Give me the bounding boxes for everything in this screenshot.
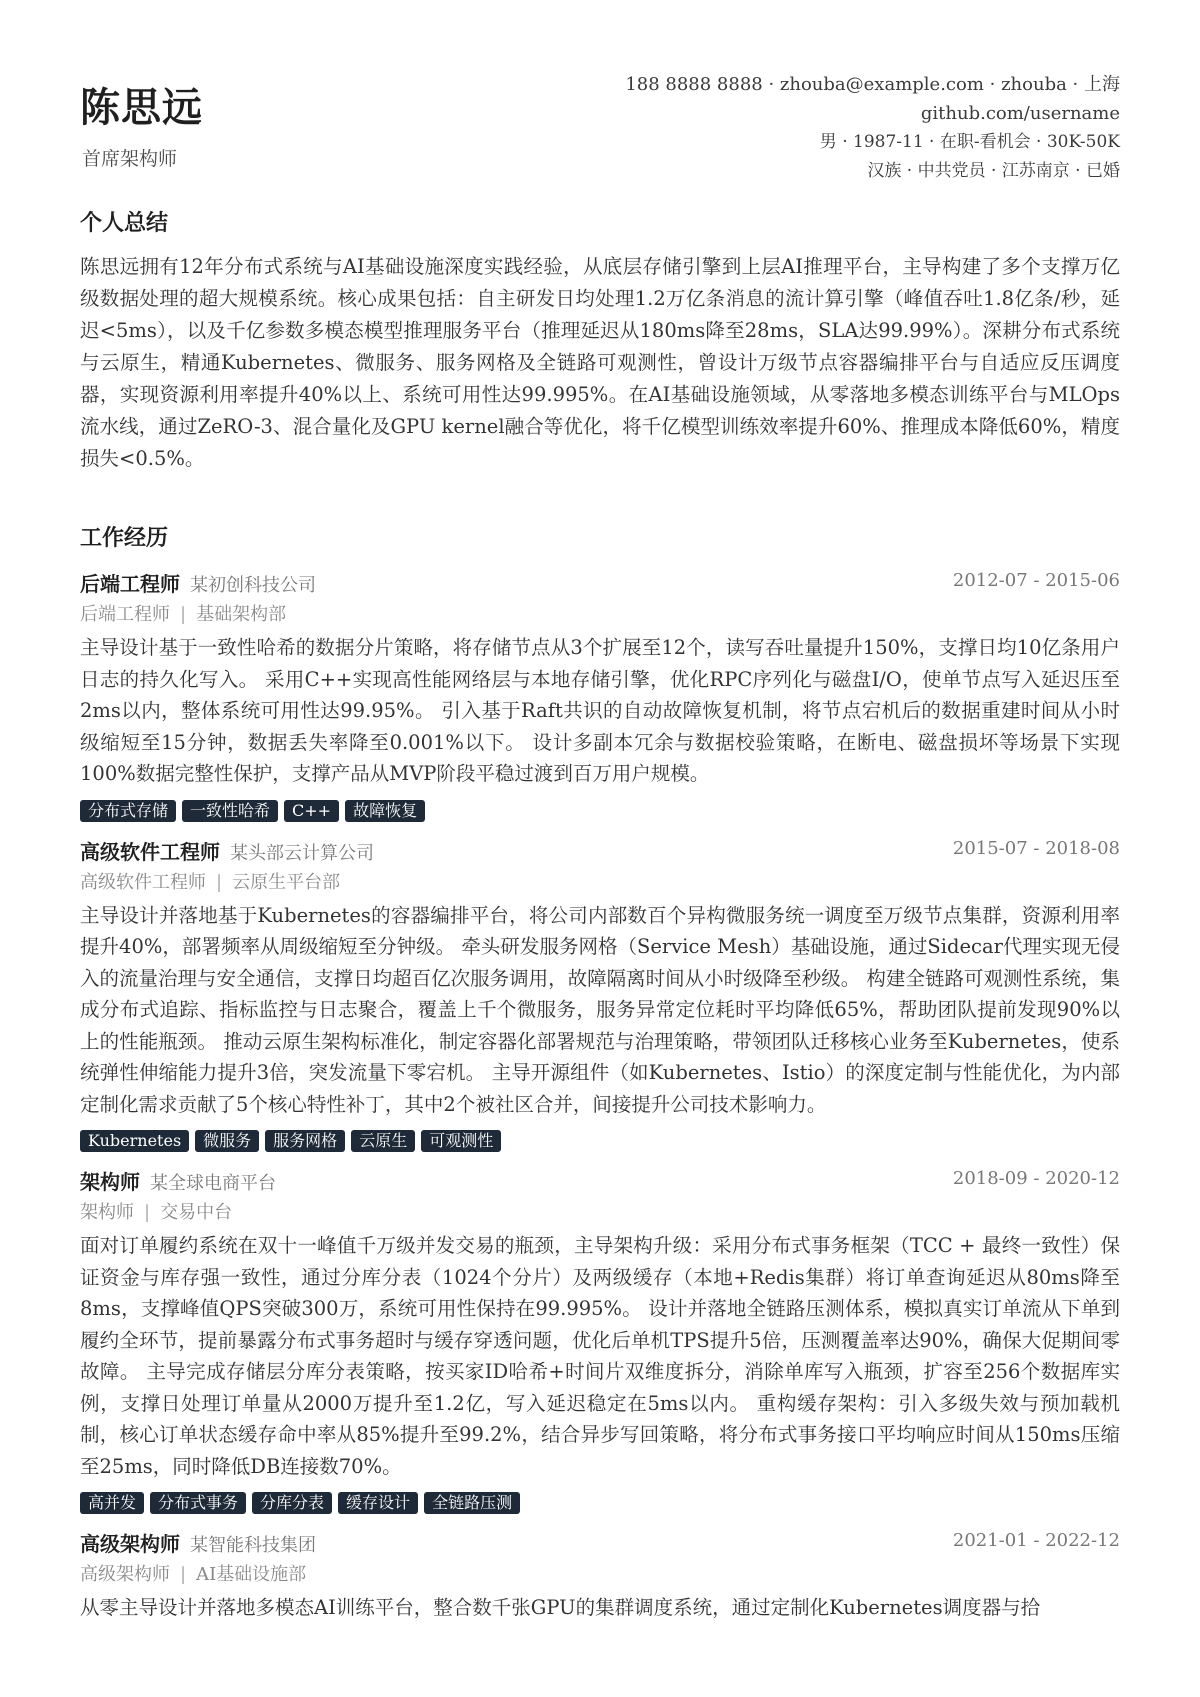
skill-tag: 微服务 — [195, 1130, 259, 1152]
job-title: 架构师 — [80, 1170, 140, 1194]
job-entry — [80, 1528, 1120, 1619]
skill-tag: Kubernetes — [80, 1130, 189, 1152]
job-date: 2021-01 - 2022-12 — [952, 1530, 1120, 1551]
job-department: 交易中台 — [160, 1202, 233, 1223]
skill-tag: 可观测性 — [421, 1130, 501, 1152]
job-description: 主导设计基于一致性哈希的数据分片策略，将存储节点从3个扩展至12个，读写吞吐量提升150%，支撑日均10亿条用户日志的持久化写入。 采用C++实现高性能网络层与本地存储引擎，优化RPC序列化与磁盘I/O，使单节点写入延迟压至2ms以内，整体系统可用性达99.95%。 引入基于Raft共识的自动故障恢复机制，将节点宕机后的数据重建时间从小时级缩短至15分钟，数据丢失率降至0.001%以下。 设计多副本冗余与数据校验策略，在断电、磁盘损坏等场景下实现100%数据完整性保护，支撑产品从MVP阶段平稳过渡到百万用户规模。 — [80, 636, 1120, 785]
skill-tag: 服务网格 — [265, 1130, 345, 1152]
job-tags — [80, 800, 1120, 822]
skill-tag: 全链路压测 — [424, 1492, 520, 1514]
job-company: 某初创科技公司 — [190, 575, 316, 596]
job-description: 面对订单履约系统在双十一峰值千万级并发交易的瓶颈，主导架构升级：采用分布式事务框架（TCC + 最终一致性）保证资金与库存强一致性，通过分库分表（1024个分片）及两级缓存（本地+Redis集群）将订单查询延迟从80ms降至8ms，支撑峰值QPS突破300万，系统可用性保持在99.995%。 设计并落地全链路压测体系，模拟真实订单流从下单到履约全环节，提前暴露分布式事务超时与缓存穿透问题，优化后单机TPS提升5倍，压测覆盖率达90%，确保大促期间零故障。 主导完成存储层分库分表策略，按买家ID哈希+时间片双维度拆分，消除单库写入瓶颈，扩容至256个数据库实例，支撑日处理订单量从2000万提升至1.2亿，写入延迟稳定在5ms以内。 重构缓存架构：引入多级失效与预加载机制，核心订单状态缓存命中率从85%提升至99.2%，结合异步写回策略，将分布式事务接口平均响应时间从150ms压缩至25ms，同时降低DB连接数70%。 — [80, 1234, 1120, 1478]
job-entry — [80, 836, 1120, 1153]
contact-line-phone-email: 188 8888 8888 · zhouba@example.com · zhouba · 上海 — [625, 74, 1120, 95]
job-header — [80, 1166, 1120, 1196]
job-company: 某头部云计算公司 — [230, 842, 374, 864]
job-tags — [80, 1492, 1120, 1514]
job-subtitle — [80, 1560, 1120, 1590]
skill-tag: 分布式事务 — [150, 1492, 246, 1514]
job-company: 某全球电商平台 — [150, 1173, 276, 1194]
contact-line-personal: 男 · 1987-11 · 在职-看机会 · 30K-50K — [819, 132, 1120, 152]
job-department: AI基础设施部 — [196, 1564, 307, 1585]
job-header — [80, 1528, 1120, 1558]
job-title: 高级软件工程师 — [80, 839, 220, 864]
skill-tag: 分库分表 — [252, 1492, 332, 1514]
job-subtitle — [80, 600, 1120, 630]
skill-tag: 高并发 — [80, 1492, 144, 1514]
job-position: 后端工程师 — [80, 604, 170, 625]
separator: | — [144, 1202, 151, 1223]
candidate-name: 陈思远 — [80, 84, 203, 131]
summary-section-title: 个人总结 — [80, 210, 169, 236]
job-date: 2012-07 - 2015-06 — [952, 570, 1120, 591]
job-department: 云原生平台部 — [232, 871, 341, 893]
contact-line-github: github.com/username — [920, 103, 1120, 124]
job-position: 高级软件工程师 — [80, 871, 206, 893]
job-date: 2015-07 - 2018-08 — [952, 837, 1120, 859]
candidate-role: 首席架构师 — [82, 148, 178, 170]
job-title: 后端工程师 — [80, 572, 180, 596]
job-entry — [80, 1166, 1120, 1514]
skill-tag: C++ — [284, 800, 339, 822]
separator: | — [216, 871, 223, 893]
summary-text: 陈思远拥有12年分布式系统与AI基础设施深度实践经验，从底层存储引擎到上层AI推理平台，主导构建了多个支撑万亿级数据处理的超大规模系统。核心成果包括：自主研发日均处理1.2万亿条消息的流计算引擎（峰值吞吐1.8亿条/秒，延迟<5ms），以及千亿参数多模态模型推理服务平台（推理延迟从180ms降至28ms，SLA达99.99%）。深耕分布式系统与云原生，精通Kubernetes、微服务、服务网格及全链路可观测性，曾设计万级节点容器编排平台与自适应反压调度器，实现资源利用率提升40%以上、系统可用性达99.995%。在AI基础设施领域，从零落地多模态训练平台与MLOps流水线，通过ZeRO-3、混合量化及GPU kernel融合等优化，将千亿模型训练效率提升60%、推理成本降低60%，精度损失<0.5%。 — [80, 255, 1120, 470]
job-date: 2018-09 - 2020-12 — [952, 1168, 1120, 1189]
job-position: 高级架构师 — [80, 1564, 170, 1585]
job-tags — [80, 1130, 1120, 1152]
job-position: 架构师 — [80, 1202, 134, 1223]
skill-tag: 分布式存储 — [80, 800, 176, 822]
separator: | — [180, 604, 187, 625]
job-department: 基础架构部 — [196, 604, 287, 625]
skill-tag: 一致性哈希 — [182, 800, 278, 822]
separator: | — [180, 1564, 187, 1585]
skill-tag: 故障恢复 — [345, 800, 425, 822]
job-company: 某智能科技集团 — [190, 1535, 316, 1556]
job-title: 高级架构师 — [80, 1532, 180, 1556]
job-description: 主导设计并落地基于Kubernetes的容器编排平台，将公司内部数百个异构微服务统一调度至万级节点集群，资源利用率提升40%，部署频率从周级缩短至分钟级。 牵头研发服务网格（Service Mesh）基础设施，通过Sidecar代理实现无侵入的流量治理与安全通信，支撑日均超百亿次服务调用，故障隔离时间从小时级降至秒级。 构建全链路可观测性系统，集成分布式追踪、指标监控与日志聚合，覆盖上千个微服务，服务异常定位耗时平均降低65%，帮助团队提前发现90%以上的性能瓶颈。 推动云原生架构标准化，制定容器化部署规范与治理策略，带领团队迁移核心业务至Kubernetes，使系统弹性伸缩能力提升3倍，突发流量下零宕机。 主导开源组件（如Kubernetes、Istio）的深度定制与性能优化，为内部定制化需求贡献了5个核心特性补丁，其中2个被社区合并，间接提升公司技术影响力。 — [80, 903, 1120, 1116]
job-header — [80, 568, 1120, 598]
work-section-title: 工作经历 — [80, 525, 169, 551]
job-header — [80, 836, 1120, 866]
contact-info — [625, 70, 1120, 186]
job-subtitle — [80, 1198, 1120, 1228]
job-entry — [80, 568, 1120, 822]
resume-header — [80, 70, 1120, 190]
contact-line-background: 汉族 · 中共党员 · 江苏南京 · 已婚 — [867, 161, 1120, 181]
skill-tag: 缓存设计 — [338, 1492, 418, 1514]
job-subtitle — [80, 868, 1120, 898]
skill-tag: 云原生 — [351, 1130, 415, 1152]
job-description: 从零主导设计并落地多模态AI训练平台，整合数千张GPU的集群调度系统，通过定制化Kubernetes调度器与拾 — [80, 1596, 1041, 1619]
